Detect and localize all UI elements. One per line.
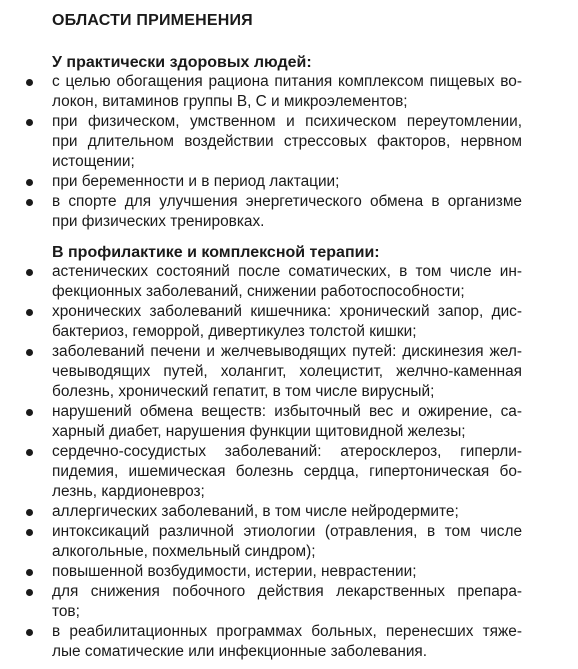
list-item-text: лезнь, кардионевроз; [52,483,205,500]
list-item-text: болезнь, хронический гепатит, в том числе вирусный; [52,383,435,400]
list-item [0,522,522,562]
bullet-icon [26,199,33,206]
bullet-icon [26,349,33,356]
list-item [0,72,522,112]
list-item-text: с целью обогащения рациона питания комплексом пищевых во- [52,73,522,90]
list-item-text: истощении; [52,153,135,170]
bullet-list [0,72,578,232]
list-item-text: фекционных заболеваний, снижении работоспособности; [52,283,465,300]
list-item-text: повышенной возбудимости, истерии, неврастении; [52,563,417,580]
list-item-text: сердечно-сосудистых заболеваний: атеросклероз, гиперли- [52,443,522,460]
list-item [0,112,522,172]
list-item [0,402,522,442]
list-item-text: для снижения побочного действия лекарственных препара- [52,583,522,600]
list-item-text: при физических тренировках. [52,213,265,230]
list-item-text: в спорте для улучшения энергетического обмена в организме [52,193,522,210]
list-item-text: астенических состояний после соматических, в том числе ин- [52,263,522,280]
bullet-icon [26,409,33,416]
list-item-text: в реабилитационных программах больных, перенесших тяже- [52,623,522,640]
list-item [0,442,522,502]
section-heading: В профилактике и комплексной терапии: [52,244,380,261]
list-item-text: бактериоз, геморрой, дивертикулез толстой кишки; [52,323,417,340]
list-item-text: заболеваний печени и желчевыводящих путей: дискинезия жел- [52,343,522,360]
list-item-text: алкогольные, похмельный синдром); [52,543,316,560]
list-item-text: при длительном воздействии стрессовых факторов, нервном [52,133,522,150]
bullet-icon [26,269,33,276]
bullet-list [0,262,578,662]
bullet-icon [26,79,33,86]
page-title: ОБЛАСТИ ПРИМЕНЕНИЯ [52,12,253,29]
list-item [0,562,522,582]
bullet-icon [26,179,33,186]
bullet-icon [26,569,33,576]
list-item-text: тов; [52,603,80,620]
list-item [0,262,522,302]
list-item-text: чевыводящих путей, холангит, холецистит, желчно-каменная [52,363,522,380]
list-item-text: локон, витаминов группы В, С и микроэлементов; [52,93,408,110]
list-item-text: пидемия, ишемическая болезнь сердца, гипертоническая бо- [52,463,522,480]
bullet-icon [26,629,33,636]
list-item-text: при физическом, умственном и психическом переутомлении, [52,113,522,130]
bullet-icon [26,529,33,536]
list-item [0,342,522,402]
bullet-icon [26,449,33,456]
section-heading: У практически здоровых людей: [52,54,312,71]
list-item-text: нарушений обмена веществ: избыточный вес и ожирение, са- [52,403,522,420]
list-item [0,622,522,662]
bullet-icon [26,589,33,596]
bullet-icon [26,309,33,316]
list-item-text: интоксикаций различной этиологии (отравления, в том числе [52,523,522,540]
list-item [0,192,522,232]
list-item [0,582,522,622]
list-item [0,172,522,192]
list-item-text: аллергических заболеваний, в том числе нейродермите; [52,503,459,520]
list-item-text: харный диабет, нарушения функции щитовидной железы; [52,423,466,440]
list-item-text: при беременности и в период лактации; [52,173,340,190]
list-item [0,502,522,522]
list-item-text: хронических заболеваний кишечника: хронический запор, дис- [52,303,522,320]
list-item-text: лые соматические или инфекционные заболевания. [52,643,428,660]
list-item [0,302,522,342]
bullet-icon [26,509,33,516]
bullet-icon [26,119,33,126]
